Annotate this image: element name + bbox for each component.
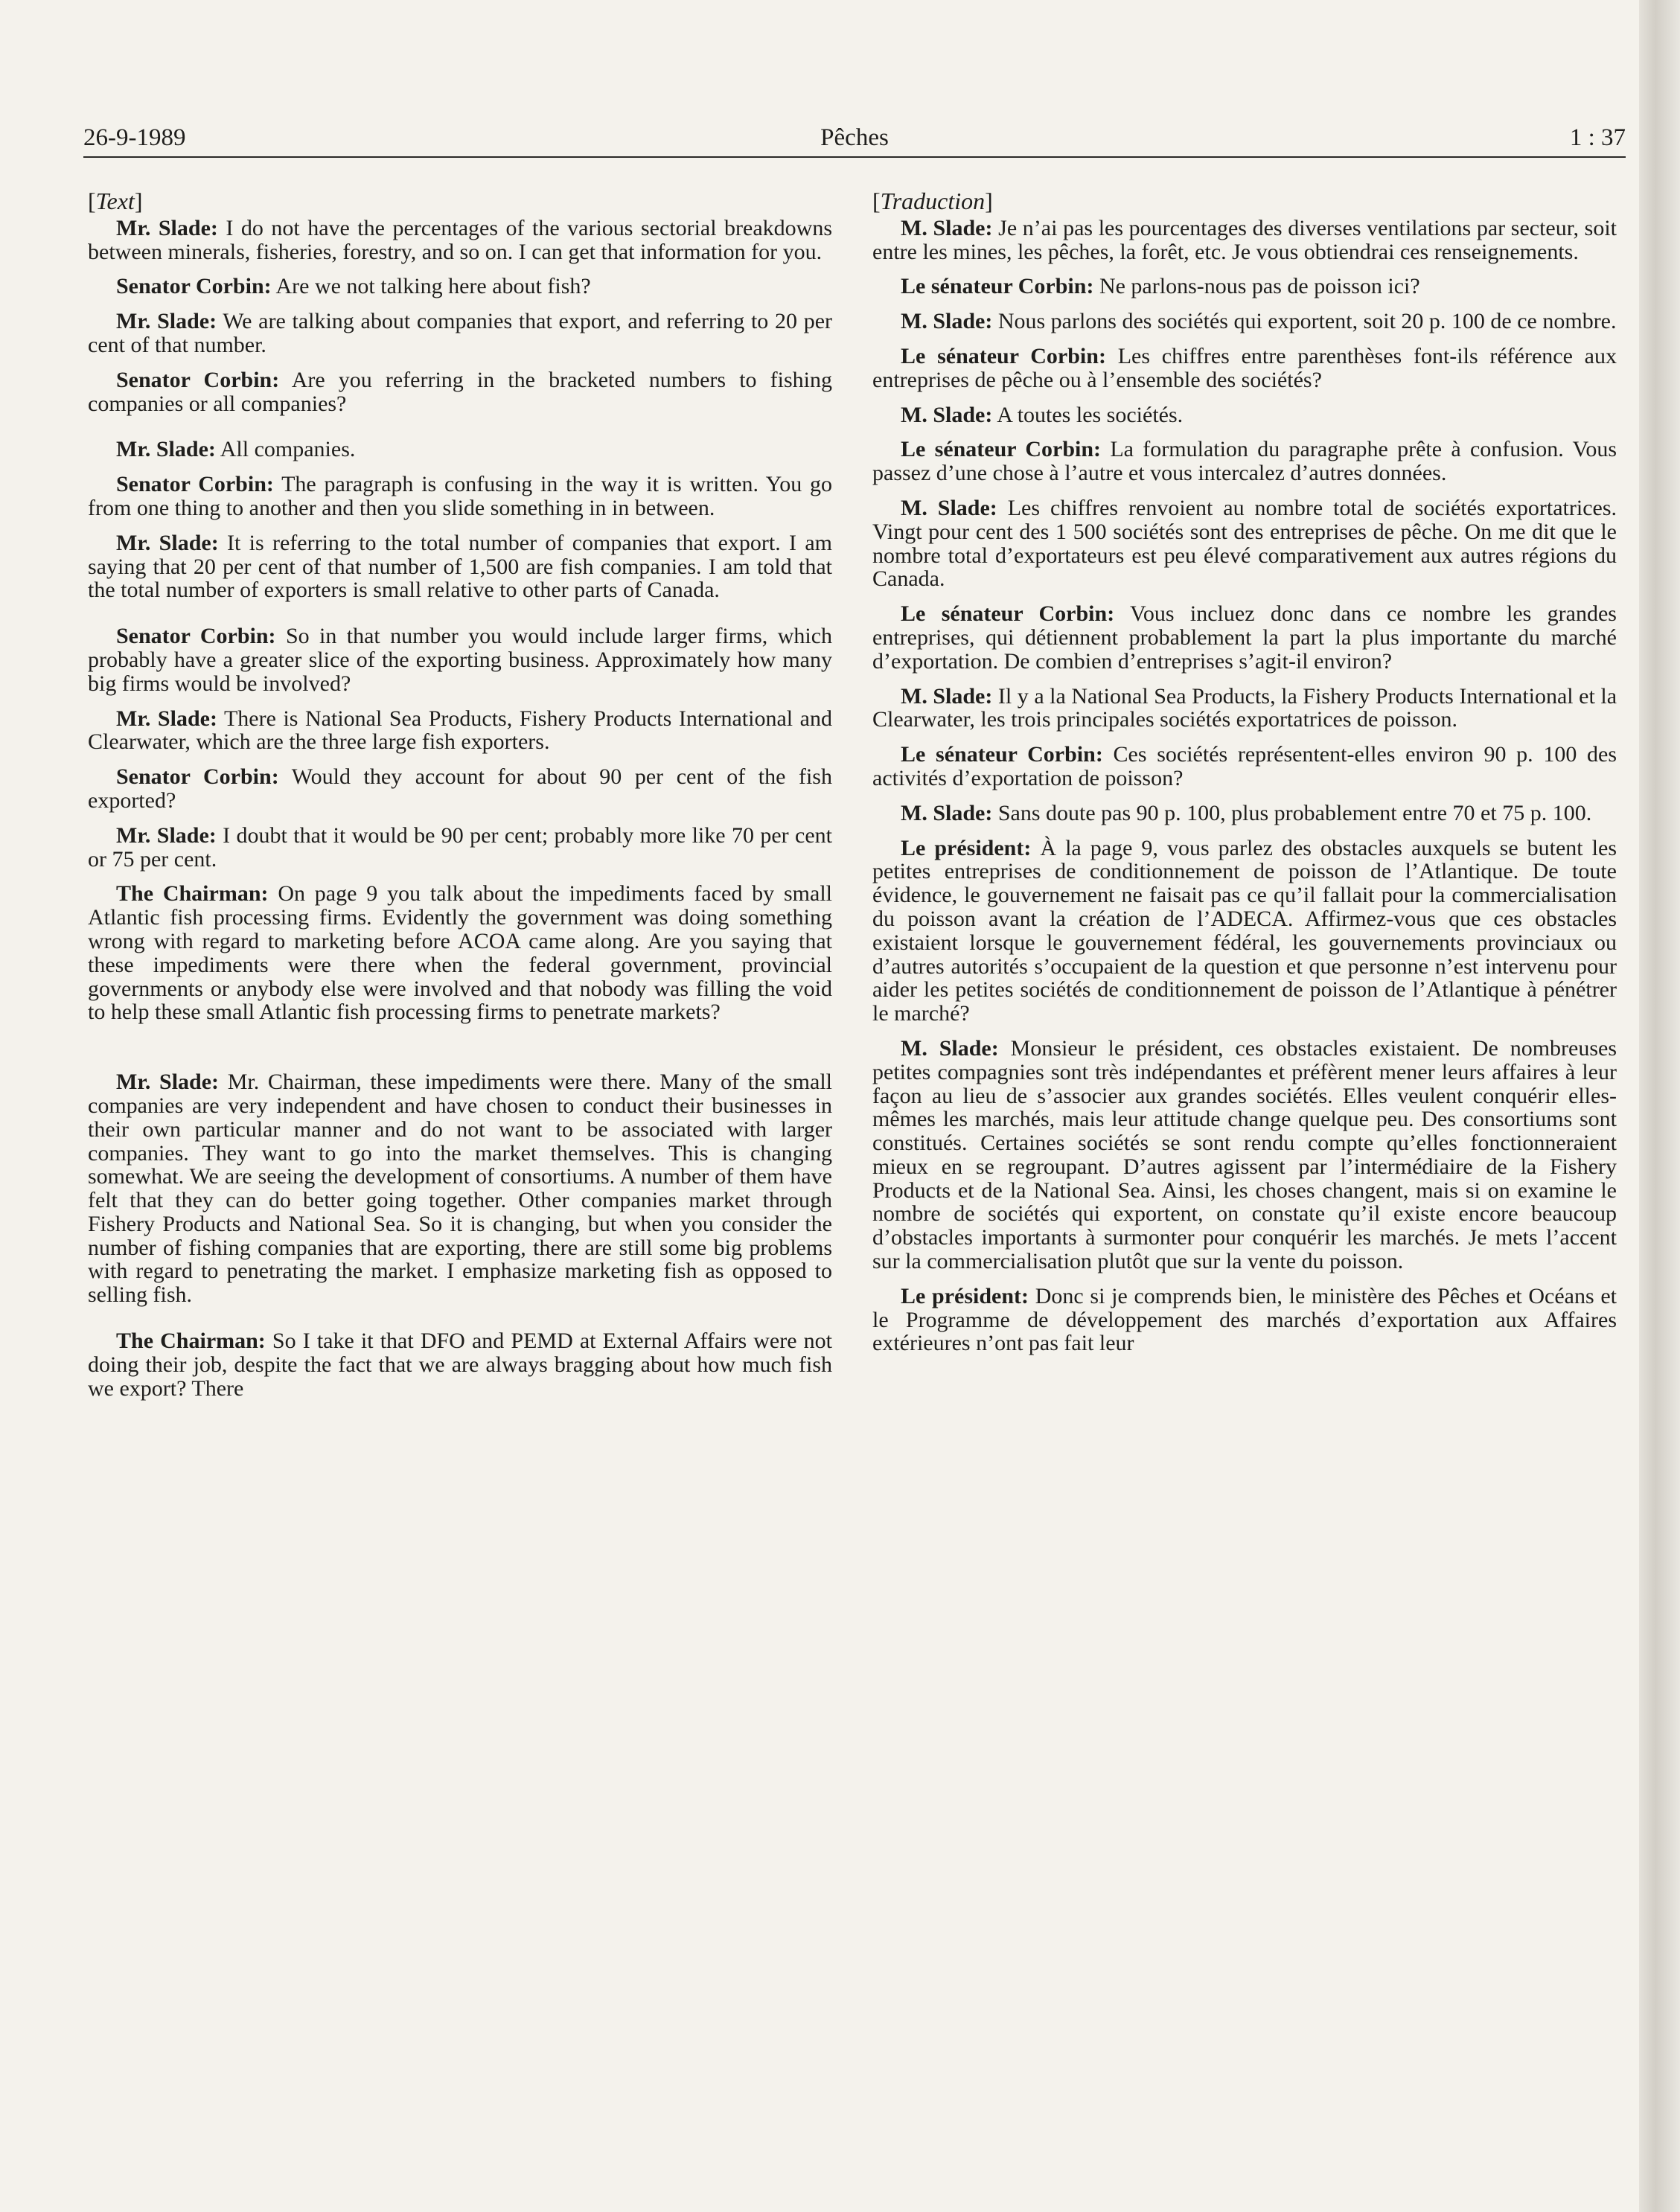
page-edge-shadow (1639, 0, 1680, 2212)
speaker-name: Senator Corbin: (116, 367, 280, 392)
speech-text: La formulation du paragraphe prête à confusion. Vous passez d’une chose à l’autre et vous intercalez d’autres données. (872, 437, 1617, 486)
paragraph (872, 743, 1617, 790)
paragraph (88, 473, 832, 520)
paragraph (88, 882, 832, 1024)
speaker-name: M. Slade: (901, 683, 993, 709)
paragraph (872, 837, 1617, 1026)
speaker-name: Le sénateur Corbin: (901, 742, 1103, 767)
text-tag: [Text] (88, 188, 143, 214)
header-page-number: 1 : 37 (1569, 124, 1626, 151)
speech-text: Les chiffres renvoient au nombre total de sociétés exportatrices. Vingt pour cent des 1 500 sociétés sont des entreprises de pêche. On me dit que le nombre total d’exportateurs est peu élevé comparativement aux autres régions du Canada. (872, 495, 1617, 592)
speech-text: Are you referring in the bracketed numbers to fishing companies or all companies? (88, 367, 832, 416)
speaker-name: Le président: (901, 835, 1032, 860)
paragraph (872, 217, 1617, 264)
speech-text: Mr. Chairman, these impediments were there. Many of the small companies are very independent and have chosen to conduct their businesses in their own particular manner and do not want to be associated with larger companies. They want to go into the market themselves. This is changing somewhat. We are seeing the development of consortiums. A number of them have felt that they can do better going together. Other companies market through Fishery Products and National Sea. So it is changing, but when you consider the number of fishing companies that are exporting, there are still some big problems with regard to penetrating the market. I emphasize marketing fish as opposed to selling fish. (88, 1070, 833, 1308)
speaker-name: The Chairman: (116, 1329, 266, 1354)
speaker-name: Senator Corbin: (116, 624, 276, 649)
speaker-name: Mr. Slade: (116, 530, 219, 555)
speech-text: Sans doute pas 90 p. 100, plus probablement entre 70 et 75 p. 100. (997, 800, 1592, 825)
speaker-name: Mr. Slade: (116, 215, 218, 240)
speech-text: Donc si je comprends bien, le ministère des Pêches et Océans et le Programme de développement des marchés d’exportation aux Affaires extérieures n’ont pas fait leur (872, 1283, 1617, 1356)
speaker-name: Senator Corbin: (116, 274, 272, 299)
speech-text: Would they account for about 90 per cent of the fish exported? (88, 764, 832, 813)
speech-text: I do not have the percentages of the various sectorial breakdowns between minerals, fisheries, forestry, and so on. I can get that information for you. (88, 215, 833, 264)
paragraph (872, 802, 1617, 825)
speech-text: So in that number you would include larger firms, which probably have a greater slice of the exporting business. Approximately how many big firms would be involved? (88, 624, 833, 696)
header-title: Pêches (820, 124, 889, 151)
speaker-name: Le sénateur Corbin: (901, 343, 1106, 368)
speech-text: On page 9 you talk about the impediments faced by small Atlantic fish processing firms. Evidently the government was doing something wrong with regard to marketing before ACOA came along. Are you saying that these impediments were there when the federal government, provincial governments or anybody else were involved and that nobody was filling the void to help these small Atlantic fish processing firms to penetrate markets? (88, 881, 832, 1025)
speaker-name: Senator Corbin: (116, 764, 279, 790)
traduction-tag: [Traduction] (872, 188, 993, 214)
paragraph (872, 1285, 1617, 1355)
speech-text: So I take it that DFO and PEMD at External Affairs were not doing their job, despite the fact that we are always bragging about how much fish we export? There (88, 1329, 832, 1401)
speaker-name: M. Slade: (901, 495, 997, 520)
speaker-name: Le sénateur Corbin: (901, 437, 1102, 462)
paragraph (88, 310, 832, 357)
paragraph (872, 685, 1617, 732)
paragraph (88, 438, 832, 461)
paragraph (872, 496, 1617, 591)
paragraph (88, 824, 832, 872)
speech-text: A toutes les sociétés. (997, 402, 1184, 427)
speaker-name: M. Slade: (901, 1035, 999, 1061)
paragraph (88, 765, 832, 813)
speech-text: À la page 9, vous parlez des obstacles auxquels se butent les petites entreprises de conditionnement de poisson de l’Atlantique. De toute évidence, le gouvernement ne faisait pas ce qu’il fallait pour la commercialisation du poisson avant la création de l’ADECA. Affirmez-vous que ces obstacles existaient lorsque le gouvernement fédéral, les gouvernements provinciaux ou d’autres autorités s’occupaient de la question et que personne n’est intervenu pour aider les petites sociétés de conditionnement de poisson de l’Atlantique à pénétrer le marché? (872, 835, 1617, 1026)
speech-text: Are we not talking here about fish? (275, 274, 591, 299)
paragraph (872, 275, 1617, 298)
paragraph (872, 310, 1617, 333)
speech-text: The paragraph is confusing in the way it is written. You go from one thing to another and then you slide something in in between. (88, 472, 833, 520)
paragraph (872, 438, 1617, 485)
speech-text: All companies. (220, 437, 356, 462)
page-header (83, 112, 1626, 158)
paragraph (872, 602, 1617, 673)
paragraph (88, 275, 832, 298)
speaker-name: Mr. Slade: (116, 822, 217, 848)
paragraph (88, 217, 832, 264)
speaker-name: Le sénateur Corbin: (901, 601, 1115, 627)
header-date: 26-9-1989 (83, 124, 186, 151)
paragraph (88, 1070, 832, 1307)
paragraph (88, 624, 832, 695)
speaker-name: Le président: (901, 1283, 1029, 1308)
paragraph (88, 707, 832, 755)
speech-text: There is National Sea Products, Fishery Products International and Clearwater, which are the three large fish exporters. (88, 706, 832, 755)
paragraph (872, 403, 1617, 427)
speech-text: Monsieur le président, ces obstacles existaient. De nombreuses petites compagnies sont très indépendantes et préfèrent mener leurs affaires à leur façon au lieu de s’associer aux grandes sociétés. Elles veulent conquérir elles-mêmes les marchés, mais leur attitude change quelque peu. Des consortiums sont constitués. Certaines sociétés se sont rendu compte qu’elles fonctionneraient mieux en se regroupant. D’autres agissent par l’intermédiaire de la Fishery Products et de la National Sea. Ainsi, les choses changent, mais si on examine le nombre de sociétés qui exportent, on constate qu’il existe encore beaucoup d’obstacles importants à surmonter pour conquérir les marchés. Je mets l’accent sur la commercialisation plutôt que sur la vente du poisson. (872, 1035, 1617, 1274)
speaker-name: Le sénateur Corbin: (901, 274, 1094, 299)
speech-text: Il y a la National Sea Products, la Fishery Products International et la Clearwater, les trois principales sociétés exportatrices de poisson. (872, 683, 1617, 732)
french-column (872, 190, 1617, 1366)
speech-text: Nous parlons des sociétés qui exportent, soit 20 p. 100 de ce nombre. (997, 309, 1617, 334)
speech-text: It is referring to the total number of companies that export. I am saying that 20 per cent of that number of 1,500 are fish companies. I am told that the total number of exporters is small relative to other parts of Canada. (88, 530, 832, 603)
paragraph (88, 368, 832, 416)
paragraph (88, 1329, 832, 1400)
speech-text: Ces sociétés représentent-elles environ 90 p. 100 des activités d’exportation de poisson? (872, 742, 1617, 790)
speaker-name: The Chairman: (116, 881, 269, 907)
paragraph (872, 1037, 1617, 1273)
speech-text: Vous incluez donc dans ce nombre les grandes entreprises, qui détiennent probablement la part la plus importante du marché d’exportation. De combien d’entreprises s’agit-il environ? (872, 601, 1617, 674)
speaker-name: Mr. Slade: (116, 437, 216, 462)
speaker-name: M. Slade: (901, 215, 993, 240)
speaker-name: Mr. Slade: (116, 309, 217, 334)
speech-text: Ne parlons-nous pas de poisson ici? (1099, 274, 1420, 299)
speech-text: Les chiffres entre parenthèses font-ils référence aux entreprises de pêche ou à l’ensemble des sociétés? (872, 343, 1617, 392)
speaker-name: Mr. Slade: (116, 1070, 220, 1095)
english-column (88, 190, 832, 1411)
speech-text: I doubt that it would be 90 per cent; probably more like 70 per cent or 75 per cent. (88, 822, 832, 872)
speaker-name: M. Slade: (901, 800, 993, 825)
speaker-name: Senator Corbin: (116, 472, 274, 497)
speaker-name: Mr. Slade: (116, 706, 217, 731)
paragraph (88, 531, 832, 602)
speaker-name: M. Slade: (901, 309, 993, 334)
speech-text: We are talking about companies that export, and referring to 20 per cent of that number. (88, 309, 832, 357)
speech-text: Je n’ai pas les pourcentages des diverses ventilations par secteur, soit entre les mines, les pêches, la forêt, etc. Je vous obtiendrai ces renseignements. (872, 215, 1617, 264)
speaker-name: M. Slade: (901, 402, 993, 427)
paragraph (872, 345, 1617, 392)
